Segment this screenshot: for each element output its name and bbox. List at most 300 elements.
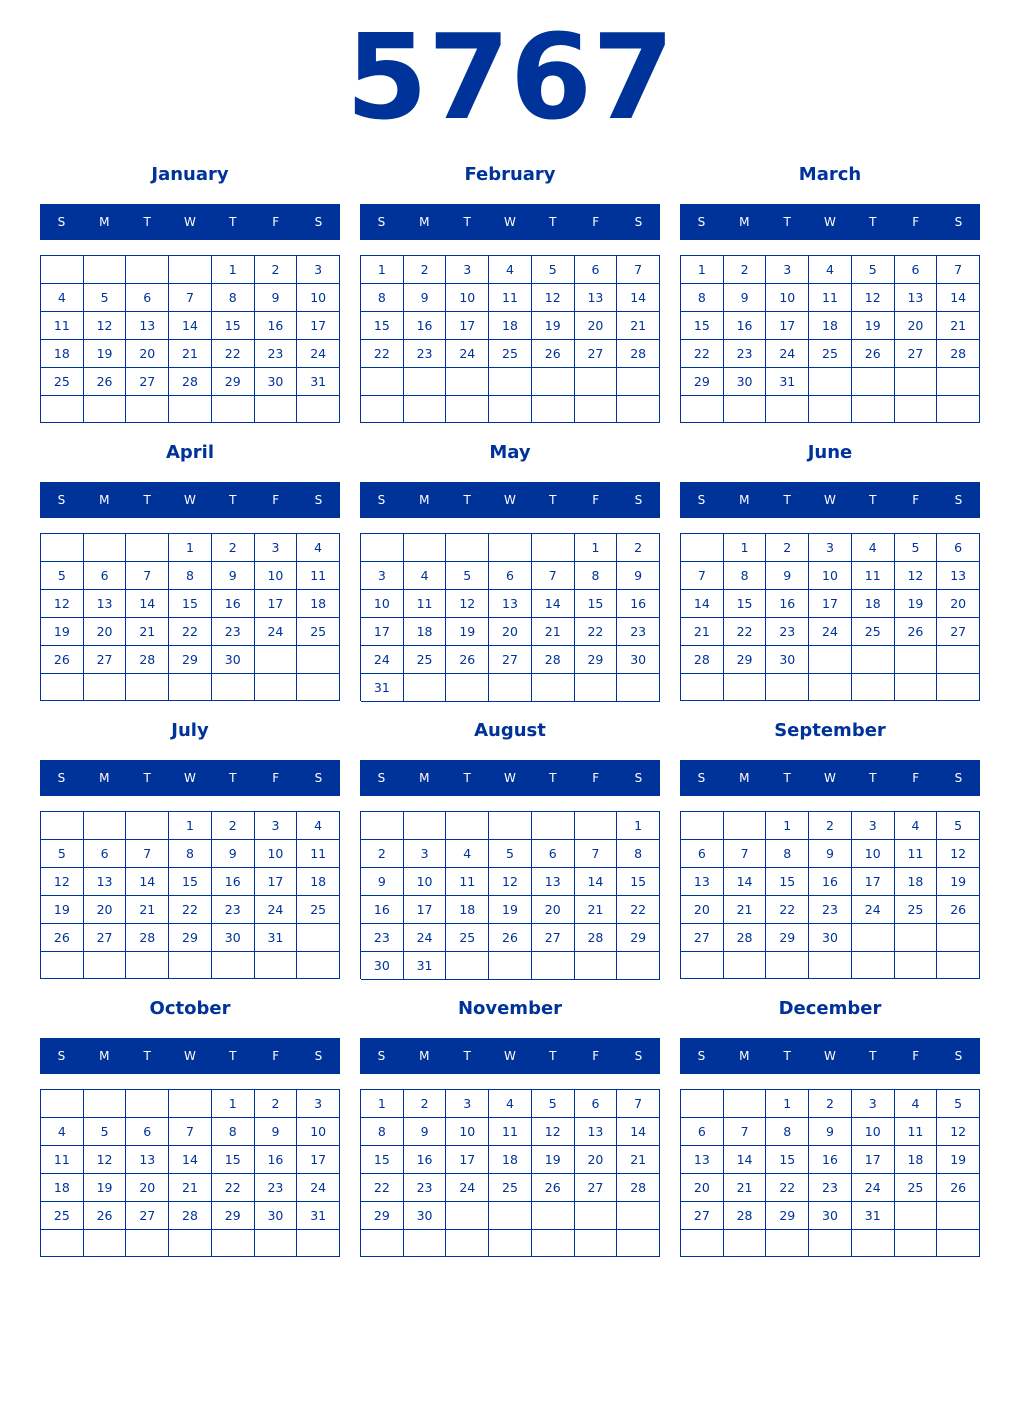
day-cell — [809, 368, 852, 396]
weekday-label: S — [634, 1049, 643, 1063]
day-cell: 21 — [617, 1146, 660, 1174]
day-cell: 29 — [212, 368, 255, 396]
day-cell — [532, 534, 575, 562]
day-cell — [169, 396, 212, 423]
day-cell — [84, 396, 127, 423]
month-name: May — [489, 442, 531, 463]
weekday-label: S — [697, 771, 706, 785]
day-cell: 21 — [169, 340, 212, 368]
day-cell: 9 — [404, 1118, 447, 1146]
day-cell: 7 — [617, 1090, 660, 1118]
day-cell — [937, 952, 980, 979]
day-cell — [895, 1202, 938, 1230]
day-cell: 1 — [361, 1090, 404, 1118]
day-cell: 29 — [361, 1202, 404, 1230]
day-cell — [681, 396, 724, 423]
day-cell: 8 — [575, 562, 618, 590]
day-cell — [84, 256, 127, 284]
day-cell — [404, 534, 447, 562]
day-cell — [84, 812, 127, 840]
day-cell: 17 — [255, 868, 298, 896]
day-cell: 9 — [809, 1118, 852, 1146]
day-cell: 22 — [766, 1174, 809, 1202]
weekday-label: M — [739, 1049, 750, 1063]
day-cell: 1 — [169, 812, 212, 840]
day-cell — [212, 674, 255, 701]
weekday-label: M — [739, 215, 750, 229]
day-cell: 2 — [255, 256, 298, 284]
day-cell: 7 — [126, 840, 169, 868]
day-cell — [404, 1230, 447, 1257]
day-cell: 15 — [617, 868, 660, 896]
day-cell: 6 — [489, 562, 532, 590]
day-cell: 13 — [532, 868, 575, 896]
day-cell — [489, 674, 532, 702]
day-cell: 16 — [404, 312, 447, 340]
day-cell: 12 — [446, 590, 489, 618]
day-cell: 12 — [852, 284, 895, 312]
day-grid — [680, 533, 980, 701]
day-cell: 9 — [212, 562, 255, 590]
day-cell — [212, 1230, 255, 1257]
day-cell — [255, 674, 298, 701]
day-cell: 9 — [361, 868, 404, 896]
day-cell — [126, 812, 169, 840]
day-cell: 23 — [809, 1174, 852, 1202]
month-name: December — [778, 998, 882, 1019]
weekday-label: F — [592, 1049, 600, 1063]
day-grid — [360, 533, 660, 701]
weekday-label: S — [377, 215, 386, 229]
day-cell: 12 — [41, 868, 84, 896]
day-cell: 3 — [404, 840, 447, 868]
weekday-header — [680, 1038, 980, 1074]
day-cell: 6 — [126, 284, 169, 312]
day-cell: 21 — [724, 1174, 767, 1202]
day-cell: 15 — [361, 1146, 404, 1174]
day-cell — [361, 534, 404, 562]
month-name: June — [807, 442, 853, 463]
day-cell — [895, 368, 938, 396]
day-cell: 27 — [575, 1174, 618, 1202]
day-cell: 4 — [809, 256, 852, 284]
day-cell: 30 — [255, 1202, 298, 1230]
day-cell: 16 — [617, 590, 660, 618]
day-cell — [532, 674, 575, 702]
day-cell: 5 — [41, 840, 84, 868]
day-cell: 28 — [724, 924, 767, 952]
day-cell: 21 — [724, 896, 767, 924]
day-cell: 25 — [489, 340, 532, 368]
day-cell: 18 — [489, 312, 532, 340]
weekday-header — [40, 1038, 340, 1074]
day-cell — [532, 812, 575, 840]
day-cell: 22 — [766, 896, 809, 924]
day-cell: 16 — [724, 312, 767, 340]
weekday-label: T — [869, 493, 877, 507]
day-cell — [489, 1202, 532, 1230]
day-cell: 12 — [532, 1118, 575, 1146]
day-cell — [169, 256, 212, 284]
day-cell: 30 — [404, 1202, 447, 1230]
weekday-label: T — [783, 215, 791, 229]
day-cell: 6 — [937, 534, 980, 562]
day-cell — [126, 256, 169, 284]
day-cell: 23 — [212, 896, 255, 924]
day-cell: 1 — [724, 534, 767, 562]
day-cell: 1 — [766, 812, 809, 840]
day-cell: 21 — [126, 896, 169, 924]
day-cell — [446, 1202, 489, 1230]
day-cell: 27 — [895, 340, 938, 368]
month-name: April — [165, 442, 215, 463]
day-cell — [852, 1230, 895, 1257]
weekday-label: T — [463, 1049, 471, 1063]
weekday-label: F — [912, 493, 920, 507]
day-cell — [361, 396, 404, 424]
day-grid — [40, 811, 340, 979]
day-cell: 21 — [126, 618, 169, 646]
weekday-label: S — [377, 493, 386, 507]
day-cell: 25 — [809, 340, 852, 368]
day-cell: 3 — [297, 1090, 340, 1118]
weekday-label: S — [314, 215, 323, 229]
day-cell: 29 — [681, 368, 724, 396]
weekday-label: T — [229, 215, 237, 229]
weekday-label: S — [697, 1049, 706, 1063]
day-cell — [404, 396, 447, 424]
day-grid — [680, 811, 980, 979]
day-cell — [126, 674, 169, 701]
day-cell: 7 — [681, 562, 724, 590]
day-cell: 27 — [532, 924, 575, 952]
day-cell: 28 — [937, 340, 980, 368]
day-cell: 13 — [126, 1146, 169, 1174]
day-cell — [297, 924, 340, 952]
weekday-header — [680, 482, 980, 518]
weekday-label: W — [504, 493, 516, 507]
day-cell — [681, 534, 724, 562]
day-cell: 18 — [297, 590, 340, 618]
day-cell: 21 — [575, 896, 618, 924]
day-cell — [361, 812, 404, 840]
day-cell: 31 — [361, 674, 404, 702]
day-cell — [852, 674, 895, 701]
day-cell — [84, 952, 127, 979]
weekday-header — [680, 760, 980, 796]
day-cell: 24 — [446, 1174, 489, 1202]
day-cell: 13 — [489, 590, 532, 618]
day-cell: 23 — [766, 618, 809, 646]
day-cell: 19 — [532, 1146, 575, 1174]
day-cell: 28 — [575, 924, 618, 952]
day-cell: 13 — [681, 868, 724, 896]
day-cell — [169, 1230, 212, 1257]
day-cell: 3 — [255, 534, 298, 562]
day-cell: 16 — [361, 896, 404, 924]
day-cell — [681, 812, 724, 840]
day-cell: 24 — [361, 646, 404, 674]
day-cell: 20 — [575, 312, 618, 340]
day-cell: 27 — [937, 618, 980, 646]
day-cell: 19 — [937, 868, 980, 896]
day-cell: 21 — [532, 618, 575, 646]
weekday-label: W — [184, 215, 196, 229]
day-cell — [41, 256, 84, 284]
day-grid — [360, 1089, 660, 1257]
day-cell — [212, 396, 255, 423]
day-cell — [532, 396, 575, 424]
day-cell: 8 — [766, 840, 809, 868]
weekday-label: F — [592, 215, 600, 229]
day-cell: 20 — [126, 340, 169, 368]
weekday-label: W — [504, 771, 516, 785]
day-cell: 8 — [724, 562, 767, 590]
day-cell — [937, 674, 980, 701]
day-cell: 15 — [766, 868, 809, 896]
day-cell — [617, 368, 660, 396]
day-cell: 4 — [297, 812, 340, 840]
day-grid — [40, 255, 340, 423]
day-cell: 1 — [212, 1090, 255, 1118]
day-cell: 16 — [809, 1146, 852, 1174]
day-cell: 6 — [84, 562, 127, 590]
day-cell: 26 — [895, 618, 938, 646]
day-cell — [937, 924, 980, 952]
day-cell: 9 — [255, 284, 298, 312]
weekday-label: T — [783, 771, 791, 785]
day-cell: 13 — [84, 868, 127, 896]
day-cell: 7 — [724, 1118, 767, 1146]
day-cell — [297, 1230, 340, 1257]
day-cell: 11 — [41, 1146, 84, 1174]
day-cell: 29 — [169, 924, 212, 952]
day-cell: 1 — [766, 1090, 809, 1118]
day-cell: 11 — [489, 1118, 532, 1146]
day-cell: 5 — [446, 562, 489, 590]
day-cell — [297, 674, 340, 701]
weekday-label: S — [954, 493, 963, 507]
day-cell: 31 — [404, 952, 447, 980]
day-cell: 17 — [766, 312, 809, 340]
weekday-label: T — [143, 1049, 151, 1063]
day-cell: 23 — [212, 618, 255, 646]
day-cell — [575, 396, 618, 424]
day-cell: 2 — [809, 812, 852, 840]
weekday-label: S — [377, 771, 386, 785]
day-cell — [446, 674, 489, 702]
day-cell: 30 — [617, 646, 660, 674]
day-cell: 29 — [617, 924, 660, 952]
month-name: October — [149, 998, 231, 1019]
day-cell — [852, 396, 895, 423]
day-cell: 23 — [617, 618, 660, 646]
weekday-label: T — [229, 1049, 237, 1063]
weekday-label: S — [377, 1049, 386, 1063]
weekday-label: T — [463, 493, 471, 507]
day-cell: 15 — [766, 1146, 809, 1174]
day-cell: 26 — [937, 1174, 980, 1202]
day-cell — [852, 646, 895, 674]
day-cell — [41, 1090, 84, 1118]
day-cell: 21 — [169, 1174, 212, 1202]
day-cell — [895, 924, 938, 952]
weekday-label: F — [272, 215, 280, 229]
weekday-header — [40, 204, 340, 240]
day-cell: 30 — [255, 368, 298, 396]
day-cell: 8 — [361, 284, 404, 312]
day-cell: 12 — [937, 840, 980, 868]
day-cell — [617, 952, 660, 980]
weekday-header — [360, 760, 660, 796]
weekday-label: T — [549, 1049, 557, 1063]
day-cell: 3 — [297, 256, 340, 284]
day-cell: 7 — [937, 256, 980, 284]
day-cell: 24 — [766, 340, 809, 368]
day-cell: 8 — [681, 284, 724, 312]
day-cell: 15 — [169, 868, 212, 896]
day-grid — [360, 255, 660, 423]
day-cell — [126, 534, 169, 562]
day-cell — [575, 1202, 618, 1230]
day-cell: 26 — [84, 1202, 127, 1230]
day-cell: 22 — [617, 896, 660, 924]
day-cell: 14 — [681, 590, 724, 618]
day-cell: 13 — [937, 562, 980, 590]
day-cell: 30 — [724, 368, 767, 396]
day-cell: 10 — [446, 1118, 489, 1146]
day-cell: 10 — [852, 1118, 895, 1146]
day-cell — [617, 396, 660, 424]
day-cell: 10 — [852, 840, 895, 868]
day-cell: 2 — [212, 812, 255, 840]
day-cell: 31 — [297, 1202, 340, 1230]
day-cell — [41, 396, 84, 423]
day-cell — [681, 674, 724, 701]
day-cell — [809, 646, 852, 674]
day-cell: 22 — [575, 618, 618, 646]
day-cell: 25 — [895, 896, 938, 924]
day-cell — [84, 1090, 127, 1118]
day-cell: 7 — [617, 256, 660, 284]
day-cell: 10 — [297, 284, 340, 312]
day-cell: 25 — [297, 896, 340, 924]
weekday-label: M — [739, 493, 750, 507]
day-cell — [489, 368, 532, 396]
day-cell — [724, 396, 767, 423]
day-grid — [40, 1089, 340, 1257]
day-cell: 14 — [724, 1146, 767, 1174]
day-cell: 27 — [681, 924, 724, 952]
day-cell: 2 — [809, 1090, 852, 1118]
day-cell: 4 — [895, 812, 938, 840]
day-cell — [489, 1230, 532, 1257]
day-cell — [852, 368, 895, 396]
day-cell: 21 — [937, 312, 980, 340]
day-cell: 17 — [297, 312, 340, 340]
day-cell: 4 — [41, 1118, 84, 1146]
weekday-label: T — [869, 1049, 877, 1063]
day-cell: 12 — [937, 1118, 980, 1146]
day-cell: 23 — [404, 340, 447, 368]
day-cell: 2 — [766, 534, 809, 562]
day-cell: 8 — [169, 840, 212, 868]
day-cell: 25 — [446, 924, 489, 952]
day-cell — [724, 812, 767, 840]
day-cell: 18 — [404, 618, 447, 646]
month-name: March — [798, 164, 862, 185]
month-name: August — [474, 720, 546, 741]
day-cell: 22 — [212, 1174, 255, 1202]
day-cell: 10 — [255, 840, 298, 868]
day-cell: 10 — [297, 1118, 340, 1146]
day-cell — [297, 396, 340, 423]
day-cell: 23 — [404, 1174, 447, 1202]
day-cell — [41, 1230, 84, 1257]
day-cell: 6 — [681, 840, 724, 868]
day-cell — [446, 396, 489, 424]
day-cell: 17 — [809, 590, 852, 618]
day-cell: 29 — [169, 646, 212, 674]
day-cell: 26 — [532, 340, 575, 368]
day-cell: 10 — [404, 868, 447, 896]
day-cell: 16 — [212, 590, 255, 618]
weekday-label: W — [184, 493, 196, 507]
day-cell: 18 — [446, 896, 489, 924]
day-cell: 6 — [532, 840, 575, 868]
day-cell: 24 — [255, 618, 298, 646]
day-cell: 19 — [41, 618, 84, 646]
weekday-label: T — [783, 1049, 791, 1063]
day-cell — [361, 1230, 404, 1257]
day-cell: 19 — [937, 1146, 980, 1174]
day-cell: 14 — [617, 284, 660, 312]
weekday-label: T — [869, 215, 877, 229]
day-cell — [126, 396, 169, 423]
day-cell: 21 — [681, 618, 724, 646]
day-cell: 11 — [41, 312, 84, 340]
day-cell — [937, 1202, 980, 1230]
day-cell: 11 — [446, 868, 489, 896]
day-cell — [41, 812, 84, 840]
day-cell — [169, 674, 212, 701]
weekday-label: T — [143, 493, 151, 507]
day-cell: 30 — [212, 924, 255, 952]
day-cell — [809, 1230, 852, 1257]
day-cell: 19 — [84, 340, 127, 368]
day-cell: 19 — [852, 312, 895, 340]
weekday-header — [360, 1038, 660, 1074]
month-name: February — [464, 164, 556, 185]
month-name: July — [171, 720, 209, 741]
day-cell: 4 — [895, 1090, 938, 1118]
day-cell: 19 — [446, 618, 489, 646]
weekday-label: F — [272, 493, 280, 507]
day-cell: 20 — [681, 896, 724, 924]
day-cell: 10 — [809, 562, 852, 590]
weekday-label: T — [549, 493, 557, 507]
day-cell: 15 — [681, 312, 724, 340]
day-cell: 5 — [895, 534, 938, 562]
weekday-label: F — [912, 215, 920, 229]
day-cell: 22 — [169, 896, 212, 924]
day-cell: 9 — [724, 284, 767, 312]
day-cell — [532, 1230, 575, 1257]
month-name: November — [457, 998, 563, 1019]
day-cell — [809, 674, 852, 701]
weekday-label: S — [634, 215, 643, 229]
day-cell: 20 — [681, 1174, 724, 1202]
